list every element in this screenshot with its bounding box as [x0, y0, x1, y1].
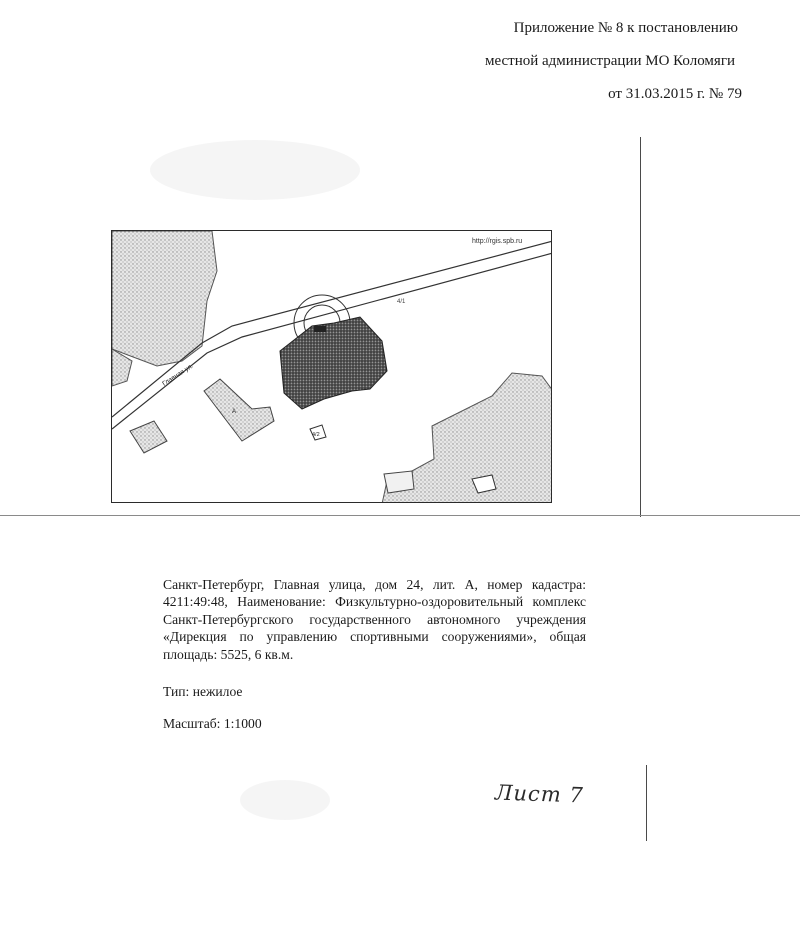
building-footprint — [384, 471, 414, 493]
land-parcel — [112, 231, 217, 366]
parcel-number-label: 4/1 — [397, 299, 406, 305]
building-letter-label: А — [232, 409, 237, 415]
map-drawing — [112, 231, 552, 503]
building-footprint — [204, 379, 274, 441]
appendix-header-line-2: местной администрации МО Коломяги — [484, 53, 735, 69]
scan-smudge — [240, 780, 330, 820]
object-type: Тип: нежилое — [163, 684, 243, 699]
appendix-header-line-1: Приложение № 8 к постановлению — [513, 20, 738, 36]
object-description — [163, 576, 586, 663]
appendix-header-line-3: от 31.03.2015 г. № 79 — [608, 86, 742, 102]
scan-smudge — [150, 140, 360, 200]
building-marker — [314, 326, 326, 332]
cadastral-map — [111, 230, 552, 503]
scan-edge-line — [646, 765, 647, 841]
scan-fold-line — [0, 515, 800, 516]
street-name-label: Главная ул. — [161, 362, 195, 388]
map-scale: Масштаб: 1:1000 — [163, 716, 262, 731]
main-building-footprint — [280, 317, 387, 409]
small-building-label: 4/2 — [312, 432, 320, 438]
map-source-url: http://rgis.spb.ru — [472, 238, 523, 245]
object-description-text: Санкт-Петербург, Главная улица, дом 24, лит. А, номер кадастра: 4211:49:48, Наименование: Физкультурно-оздоровительный комплекс Санкт-Петербургского государственного автономного учреждения «Дирекция по управлению спортивными сооружениями», общая площадь: 5525, 6 кв.м. — [163, 577, 586, 662]
building-footprint — [130, 421, 167, 453]
handwritten-sheet-number: Лист 7 — [494, 780, 585, 808]
scan-edge-line — [640, 137, 641, 517]
